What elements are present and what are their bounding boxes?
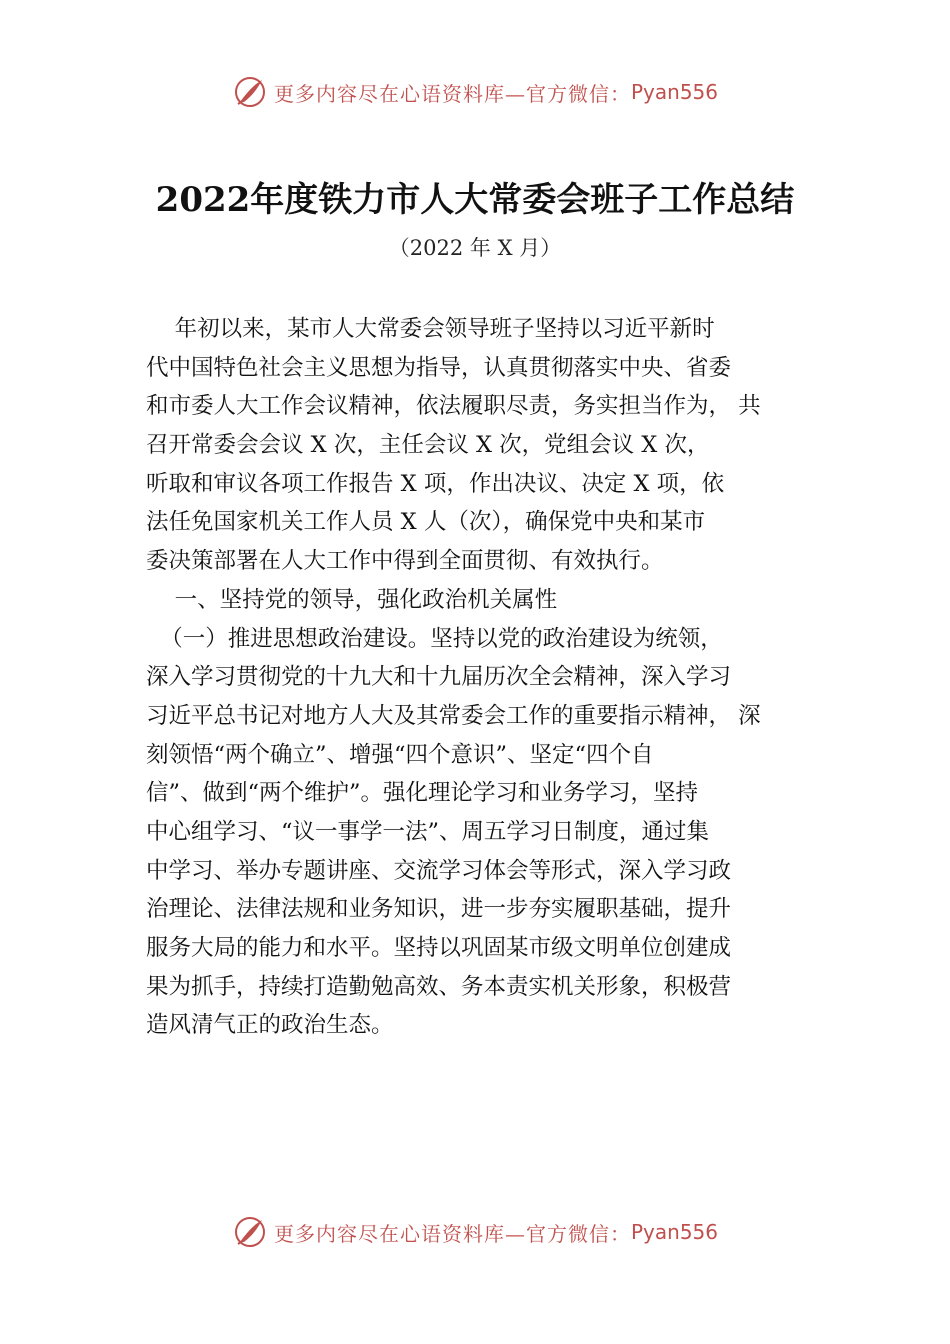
- body-line: 习近平总书记对地方人大及其常委会工作的重要指示精神， 深: [146, 702, 761, 729]
- quill-pen-logo-icon: [232, 74, 268, 110]
- banner-text: 更多内容尽在心语资料库—官方微信：: [273, 1221, 631, 1246]
- body-line: 和市委人大工作会议精神，依法履职尽责，务实担当作为， 共: [146, 393, 761, 420]
- subsection-heading: （一）推进思想政治建设。坚持以党的政治建设为统领，: [146, 625, 723, 652]
- wechat-id: Pyan556: [630, 1220, 718, 1244]
- body-line: 治理论、法律法规和业务知识，进一步夯实履职基础，提升: [146, 896, 732, 923]
- body-line: 法任免国家机关工作人员 X 人（次），确保党中央和某市: [146, 509, 706, 536]
- body-line: 代中国特色社会主义思想为指导，认真贯彻落实中央、省委: [146, 354, 732, 381]
- document-title: 2022年度铁力市人大常委会班子工作总结: [155, 180, 795, 220]
- body-line: 召开常委会会议 X 次，主任会议 X 次，党组会议 X 次，: [146, 432, 710, 459]
- body-line: 中学习、举办专题讲座、交流学习体会等形式，深入学习政: [146, 857, 732, 884]
- body-line: 深入学习贯彻党的十九大和十九届历次全会精神，深入学习: [146, 664, 732, 691]
- body-line: 中心组学习、“议一事学一法”、周五学习日制度，通过集: [146, 818, 710, 845]
- body-line: 造风清气正的政治生态。: [146, 1012, 394, 1039]
- document-body: [146, 310, 826, 1045]
- quill-pen-logo-icon: [232, 1214, 268, 1250]
- section-heading: 一、坚持党的领导，强化政治机关属性: [146, 586, 558, 613]
- body-line: 刻领悟“两个确立”、增强“四个意识”、坚定“四个自: [146, 741, 654, 768]
- body-line: 信”、做到“两个维护”。强化理论学习和业务学习，坚持: [146, 780, 699, 807]
- body-line: 果为抓手，持续打造勤勉高效、务本责实机关形象，积极营: [146, 973, 732, 1000]
- banner-text: 更多内容尽在心语资料库—官方微信：: [273, 81, 631, 106]
- body-line: 听取和审议各项工作报告 X 项，作出决议、决定 X 项，依: [146, 470, 725, 497]
- header-banner: [0, 70, 950, 114]
- body-line: 年初以来，某市人大常委会领导班子坚持以习近平新时: [146, 316, 715, 342]
- body-line: 服务大局的能力和水平。坚持以巩固某市级文明单位创建成: [146, 935, 732, 961]
- body-line: 委决策部署在人大工作中得到全面贯彻、有效执行。: [146, 548, 664, 575]
- footer-banner: [0, 1210, 950, 1254]
- document-date: （2022 年 X 月）: [388, 236, 562, 260]
- wechat-id: Pyan556: [630, 80, 718, 104]
